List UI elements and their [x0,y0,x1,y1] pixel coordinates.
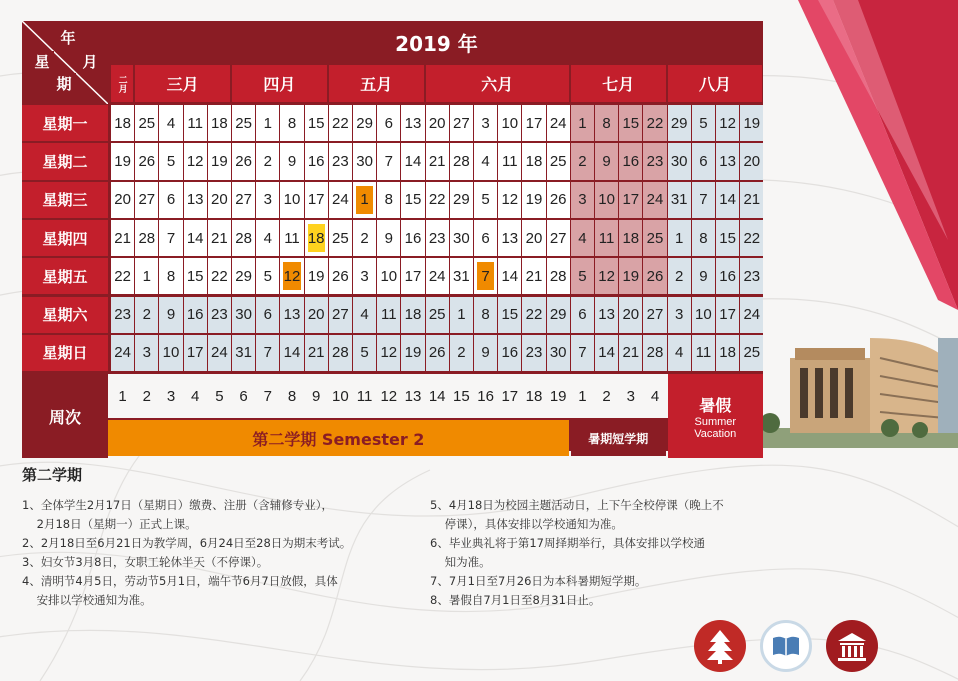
date-cell: 12 [716,105,739,141]
corner-year: 年 [56,27,80,47]
date-cell: 14 [401,143,424,179]
date-text: 7 [481,267,490,285]
date-cell: 21 [208,220,231,256]
week-number: 14 [428,387,446,405]
date-cell: 4 [571,220,594,256]
weekday-label: 星期六 [22,297,108,333]
date-cell: 31 [232,335,255,371]
date-cell: 6 [159,182,182,218]
date-cell: 4 [668,335,691,371]
date-cell: 13 [280,297,303,333]
date-cell: 17 [401,258,424,294]
date-cell: 3 [571,182,594,218]
date-cell: 23 [522,335,545,371]
date-cell: 7 [692,182,715,218]
date-cell: 2 [450,335,473,371]
note-line: 安排以学校通知为准。 [22,593,152,607]
date-text: 18 [307,229,325,247]
date-cell: 22 [740,220,763,256]
week-number: 1 [118,387,127,405]
date-cell: 6 [571,297,594,333]
date-cell: 29 [353,105,376,141]
date-cell: 3 [474,105,497,141]
date-cell: 25 [135,105,158,141]
corner-weekday-bottom: 期 [52,73,76,93]
date-cell: 13 [498,220,521,256]
summer-vacation-en2: Vacation [694,427,737,440]
date-cell: 20 [111,182,134,218]
date-cell: 6 [692,143,715,179]
date-cell: 18 [716,335,739,371]
date-cell: 6 [377,105,400,141]
date-cell: 20 [619,297,642,333]
date-cell: 18 [401,297,424,333]
date-cell: 3 [256,182,279,218]
week-number: 4 [650,387,660,405]
date-cell: 16 [716,258,739,294]
date-cell: 5 [159,143,182,179]
corner-month: 月 [78,51,102,71]
date-cell: 26 [426,335,449,371]
academic-calendar [22,21,763,451]
week-number: 13 [404,387,422,405]
date-cell: 24 [643,182,666,218]
weekday-label: 星期二 [22,143,108,179]
date-cell: 19 [619,258,642,294]
date-cell: 23 [643,143,666,179]
date-cell: 2 [135,297,158,333]
date-cell: 23 [111,297,134,333]
date-cell: 19 [208,143,231,179]
date-cell: 24 [547,105,570,141]
week-number: 19 [549,387,567,405]
note-line: 6、毕业典礼将于第17周择期举行，具体安排以学校通 [430,536,705,550]
date-cell: 18 [619,220,642,256]
week-number: 18 [525,387,543,405]
date-cell: 14 [498,258,521,294]
weekday-label: 星期五 [22,258,108,294]
date-cell: 12 [498,182,521,218]
date-cell [353,182,376,218]
date-cell: 7 [159,220,182,256]
date-cell: 12 [377,335,400,371]
week-number: 5 [215,387,224,405]
date-cell: 3 [353,258,376,294]
date-cell: 17 [184,335,207,371]
date-cell: 1 [135,258,158,294]
date-cell: 14 [716,182,739,218]
date-cell: 28 [547,258,570,294]
date-cell: 19 [522,182,545,218]
date-cell: 16 [184,297,207,333]
date-cell: 5 [692,105,715,141]
date-text: 1 [360,191,369,209]
date-cell: 24 [740,297,763,333]
week-number: 3 [626,387,635,405]
date-cell: 16 [401,220,424,256]
date-cell: 3 [135,335,158,371]
week-number: 3 [166,387,176,405]
note-line: 停课），具体安排以学校通知为准。 [430,517,623,531]
date-cell: 16 [619,143,642,179]
week-number: 4 [191,387,200,405]
date-cell: 24 [111,335,134,371]
date-cell: 30 [547,335,570,371]
date-cell: 30 [668,143,691,179]
date-cell: 20 [740,143,763,179]
date-cell: 22 [329,105,352,141]
date-cell: 26 [329,258,352,294]
date-cell: 23 [329,143,352,179]
date-cell: 15 [619,105,642,141]
date-cell: 27 [450,105,473,141]
date-cell: 29 [547,297,570,333]
date-cell: 5 [256,258,279,294]
date-cell: 20 [208,182,231,218]
week-number: 15 [453,387,470,405]
date-cell: 9 [692,258,715,294]
month-header: 七月 [571,65,666,102]
notes-title: 第二学期 [22,466,83,484]
date-cell: 23 [740,258,763,294]
date-cell: 23 [426,220,449,256]
date-cell: 1 [450,297,473,333]
week-number: 17 [501,387,519,405]
date-cell: 31 [668,182,691,218]
date-cell: 26 [643,258,666,294]
date-cell: 20 [522,220,545,256]
week-number: 11 [356,387,373,405]
date-cell: 9 [595,143,618,179]
date-cell: 25 [740,335,763,371]
date-cell: 16 [305,143,328,179]
date-cell: 29 [450,182,473,218]
date-cell: 25 [329,220,352,256]
date-cell: 11 [498,143,521,179]
week-number: 7 [263,387,272,405]
weekday-label: 星期四 [22,220,108,256]
date-cell: 25 [643,220,666,256]
date-cell: 8 [377,182,400,218]
date-cell: 9 [474,335,497,371]
building-icon [826,620,878,672]
date-cell: 29 [232,258,255,294]
date-cell: 26 [135,143,158,179]
date-cell: 13 [595,297,618,333]
tree-icon [694,620,746,672]
date-cell: 21 [426,143,449,179]
weekday-label: 星期三 [22,182,108,218]
date-cell: 5 [353,335,376,371]
date-cell: 1 [668,220,691,256]
date-cell: 2 [571,143,594,179]
date-cell: 17 [522,105,545,141]
date-cell: 8 [280,105,303,141]
week-number: 12 [380,387,398,405]
date-cell: 27 [135,182,158,218]
date-cell: 28 [450,143,473,179]
date-cell: 13 [401,105,424,141]
date-cell: 19 [740,105,763,141]
note-line: 3、妇女节3月8日，女职工轮休半天（不停课）。 [22,555,269,569]
date-cell: 10 [692,297,715,333]
date-cell: 25 [547,143,570,179]
date-cell: 21 [522,258,545,294]
date-cell: 28 [232,220,255,256]
date-cell: 5 [474,182,497,218]
book-icon [760,620,812,672]
date-cell: 8 [474,297,497,333]
date-cell: 4 [159,105,182,141]
date-cell [280,258,303,294]
week-number: 8 [287,387,297,405]
year-title: 2019 年 [110,21,763,63]
date-cell: 21 [111,220,134,256]
week-number: 1 [578,387,587,405]
date-cell: 15 [184,258,207,294]
date-cell: 30 [353,143,376,179]
date-cell: 27 [232,182,255,218]
note-line: 7、7月1日至7月26日为本科暑期短学期。 [430,574,647,588]
date-cell: 11 [377,297,400,333]
note-line: 1、全体学生2月17日（星期日）缴费、注册（含辅修专业）， [22,498,334,512]
date-cell: 25 [232,105,255,141]
date-cell: 7 [571,335,594,371]
date-cell: 17 [619,182,642,218]
date-cell: 18 [208,105,231,141]
corner-decoration [798,0,958,320]
date-cell: 24 [208,335,231,371]
note-line: 5、4月18日为校园主题活动日，上下午全校停课（晚上不 [430,498,724,512]
date-cell: 11 [280,220,303,256]
semester-notes [22,464,782,674]
note-line: 2、2月18日至6月21日为教学周，6月24日至28日为期末考试。 [22,536,352,550]
week-number: 2 [602,387,611,405]
semester-bar: 第二学期 Semester 2 [108,420,569,456]
date-cell: 18 [522,143,545,179]
date-cell: 17 [305,182,328,218]
date-cell: 21 [619,335,642,371]
summer-vacation-en1: Summer [694,415,737,428]
date-cell: 20 [305,297,328,333]
month-header: 六月 [426,65,569,102]
date-cell: 26 [547,182,570,218]
date-cell: 4 [256,220,279,256]
month-header: 五月 [329,65,424,102]
summer-short-term-label: 暑期短学期 [571,420,666,456]
month-header: 三月 [135,65,230,102]
date-cell: 22 [643,105,666,141]
date-cell: 22 [426,182,449,218]
date-cell: 7 [377,143,400,179]
date-cell: 11 [595,220,618,256]
date-cell: 27 [547,220,570,256]
date-cell: 19 [401,335,424,371]
date-cell: 24 [426,258,449,294]
date-cell: 31 [450,258,473,294]
date-cell: 24 [329,182,352,218]
date-cell: 4 [474,143,497,179]
weekday-label: 星期日 [22,335,108,371]
week-number: 2 [142,387,151,405]
note-line: 4、清明节4月5日，劳动节5月1日，端午节6月7日放假，具体 [22,574,338,588]
campus-building-image [760,318,958,448]
date-cell: 25 [426,297,449,333]
date-cell: 27 [643,297,666,333]
date-cell: 15 [498,297,521,333]
date-cell: 22 [111,258,134,294]
date-cell: 18 [111,105,134,141]
weekday-label: 星期一 [22,105,108,141]
date-cell: 11 [184,105,207,141]
date-cell: 15 [401,182,424,218]
date-cell: 30 [232,297,255,333]
month-header: 四月 [232,65,327,102]
date-cell: 9 [280,143,303,179]
date-cell: 17 [716,297,739,333]
summer-vacation-block [668,374,763,458]
date-cell: 15 [716,220,739,256]
date-cell: 28 [135,220,158,256]
summer-vacation-title: 暑假 [699,395,732,415]
date-cell: 16 [498,335,521,371]
date-cell: 22 [522,297,545,333]
date-cell: 6 [256,297,279,333]
date-cell: 10 [159,335,182,371]
date-cell: 12 [184,143,207,179]
week-number: 9 [312,387,321,405]
week-number: 16 [477,387,494,405]
note-line: 知为准。 [430,555,491,569]
date-cell: 3 [668,297,691,333]
note-line: 8、暑假自7月1日至8月31日止。 [430,593,601,607]
date-cell: 11 [692,335,715,371]
date-cell: 21 [305,335,328,371]
date-cell: 26 [232,143,255,179]
date-cell: 6 [474,220,497,256]
date-cell [474,258,497,294]
date-cell: 13 [184,182,207,218]
date-cell: 2 [353,220,376,256]
date-cell: 14 [595,335,618,371]
date-cell: 1 [256,105,279,141]
date-cell [305,220,328,256]
date-cell: 28 [329,335,352,371]
date-text: 12 [283,267,301,285]
date-cell: 10 [377,258,400,294]
date-cell: 13 [716,143,739,179]
date-cell: 30 [450,220,473,256]
date-cell: 10 [498,105,521,141]
date-cell: 19 [305,258,328,294]
date-cell: 2 [256,143,279,179]
date-cell: 10 [280,182,303,218]
date-cell: 29 [668,105,691,141]
date-cell: 27 [329,297,352,333]
date-cell: 8 [595,105,618,141]
date-cell: 21 [740,182,763,218]
date-cell: 15 [305,105,328,141]
date-cell: 2 [668,258,691,294]
date-cell: 8 [159,258,182,294]
date-cell: 14 [184,220,207,256]
date-cell: 28 [643,335,666,371]
date-cell: 19 [111,143,134,179]
month-header: 二月 [111,65,133,102]
date-cell: 8 [692,220,715,256]
date-cell: 9 [159,297,182,333]
date-cell: 14 [280,335,303,371]
date-cell: 5 [571,258,594,294]
date-cell: 4 [353,297,376,333]
date-cell: 12 [595,258,618,294]
month-header: 八月 [668,65,763,102]
date-cell: 1 [571,105,594,141]
date-cell: 10 [595,182,618,218]
corner-weekday-top: 星 [30,51,54,71]
week-number: 10 [332,387,349,405]
note-line: 2月18日（星期一）正式上课。 [22,517,197,531]
date-cell: 9 [377,220,400,256]
date-cell: 7 [256,335,279,371]
date-cell: 23 [208,297,231,333]
date-cell: 22 [208,258,231,294]
week-number: 6 [239,387,248,405]
date-cell: 20 [426,105,449,141]
week-label: 周次 [22,374,108,458]
